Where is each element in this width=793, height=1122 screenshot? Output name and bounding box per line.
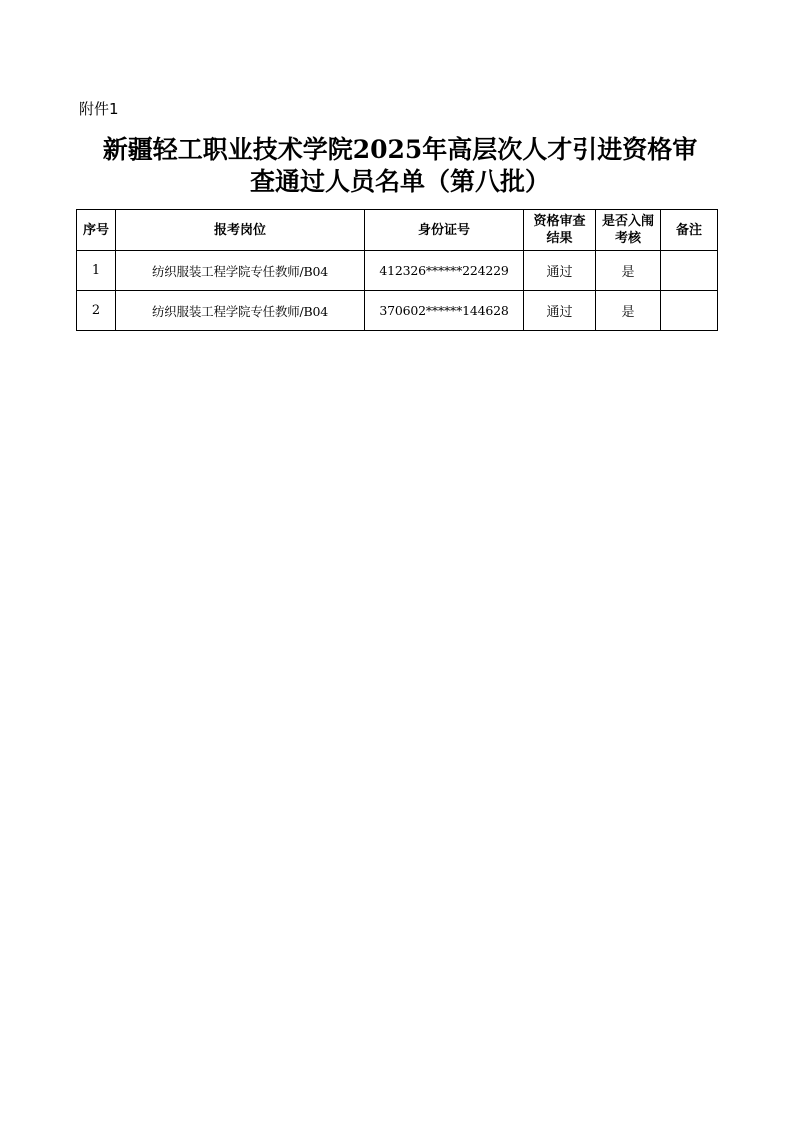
attachment-label: 附件1: [79, 100, 119, 118]
cell-review-result: 通过: [524, 291, 596, 331]
table-header-row: [77, 210, 718, 251]
header-seq: 序号: [77, 210, 116, 251]
header-id-number: 身份证号: [365, 210, 524, 251]
header-interview: [596, 210, 661, 251]
cell-remarks: [661, 291, 718, 331]
cell-id-number: 412326******224229: [365, 251, 524, 291]
document-title: [70, 134, 730, 198]
header-interview-line-2: 考核: [614, 231, 641, 246]
cell-post: 纺织服装工程学院专任教师/B04: [116, 251, 365, 291]
cell-id-number: 370602******144628: [365, 291, 524, 331]
cell-interview: 是: [596, 291, 661, 331]
header-interview-line-1: 是否入闱: [601, 214, 654, 229]
table-row: [77, 291, 718, 331]
candidate-table: [76, 209, 718, 331]
cell-remarks: [661, 251, 718, 291]
cell-seq: 2: [77, 291, 116, 331]
document-title-line-2: 查通过人员名单（第八批）: [249, 167, 550, 196]
header-review-result-line-2: 结果: [546, 231, 573, 246]
document-title-line-1: 新疆轻工职业技术学院2025年高层次人才引进资格审: [102, 135, 698, 164]
header-post: 报考岗位: [116, 210, 365, 251]
cell-interview: 是: [596, 251, 661, 291]
header-remarks: 备注: [661, 210, 718, 251]
table-row: [77, 251, 718, 291]
header-review-result-line-1: 资格审查: [533, 214, 586, 229]
cell-seq: 1: [77, 251, 116, 291]
header-review-result: [524, 210, 596, 251]
cell-post: 纺织服装工程学院专任教师/B04: [116, 291, 365, 331]
cell-review-result: 通过: [524, 251, 596, 291]
